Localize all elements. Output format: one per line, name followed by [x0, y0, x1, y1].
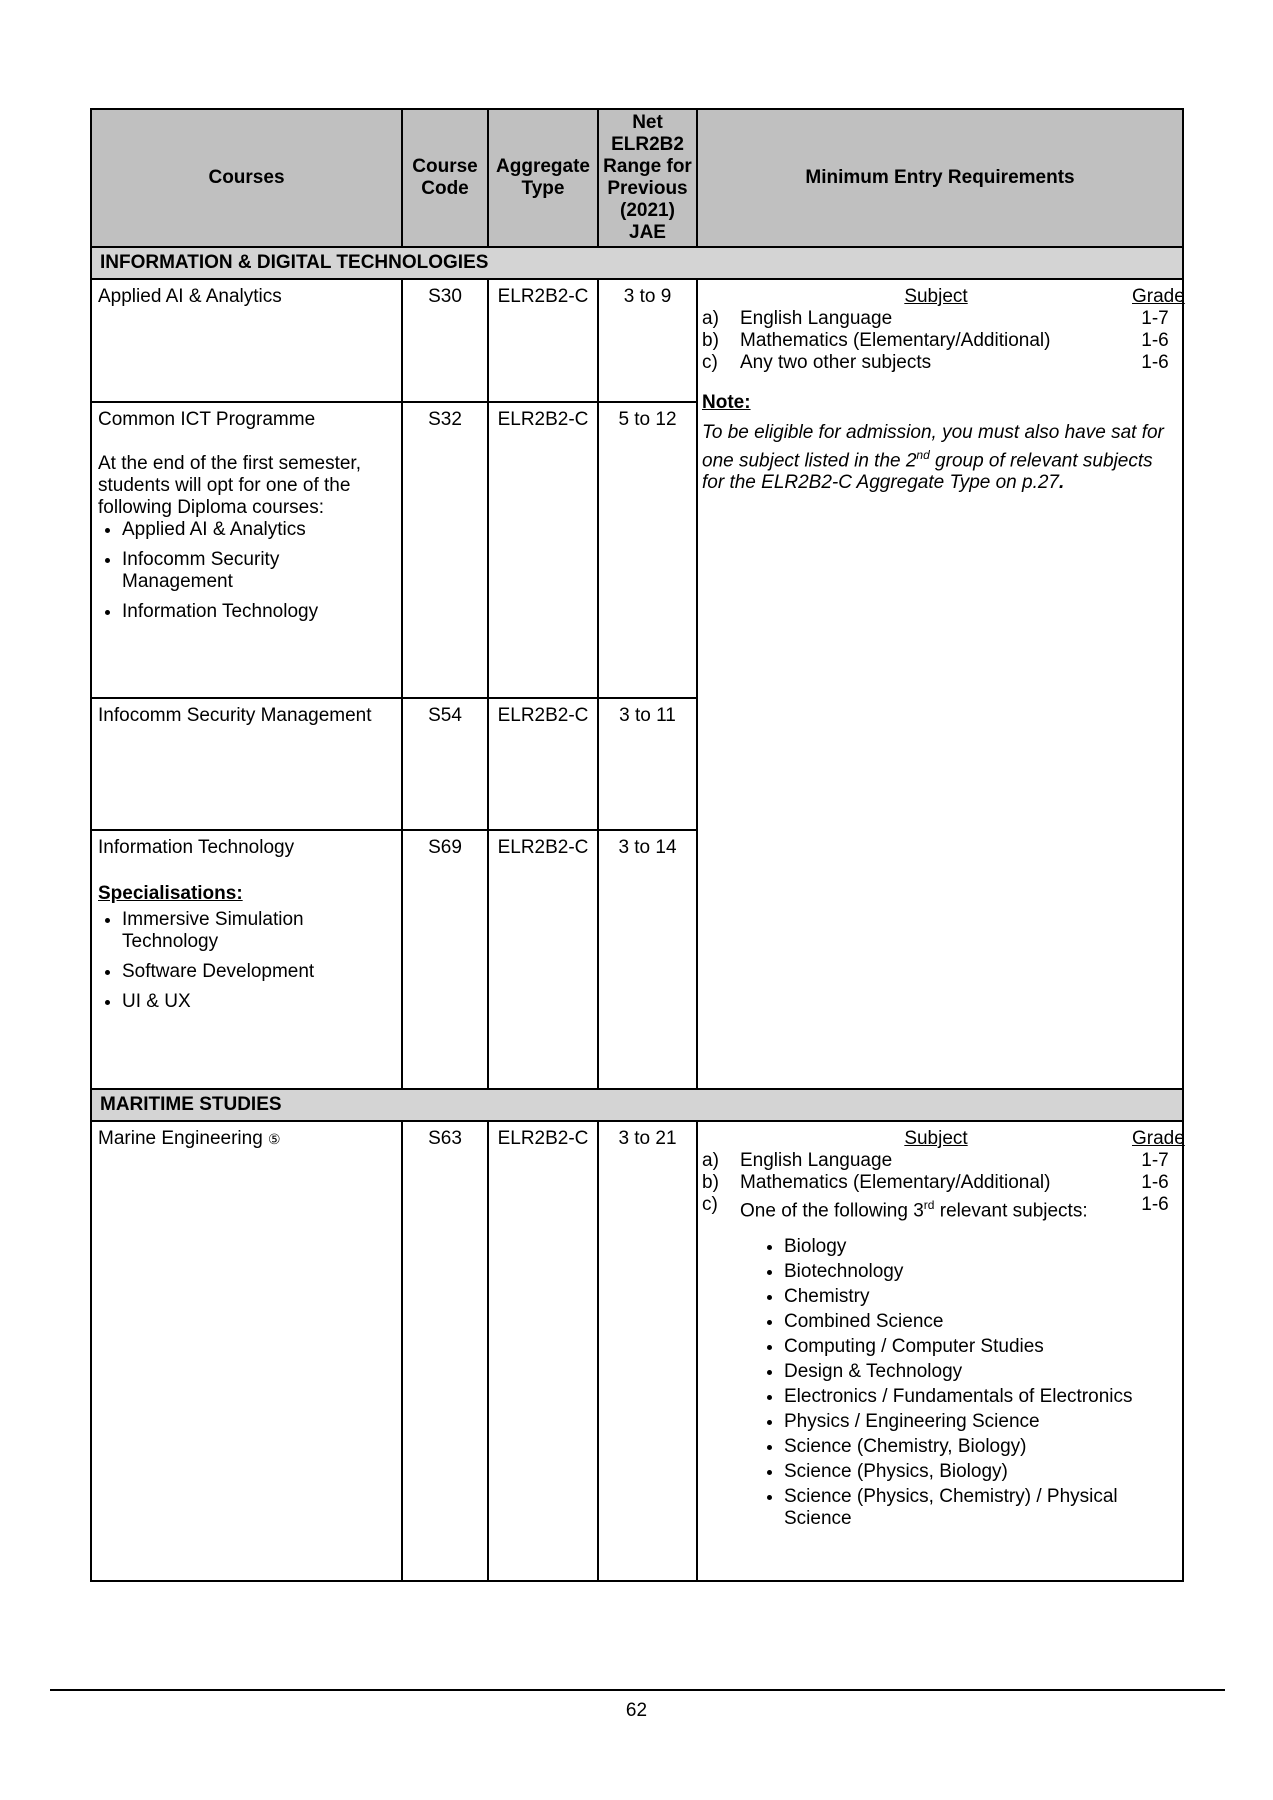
aggregate-type: ELR2B2-C [488, 402, 598, 698]
header-courses: Courses [91, 109, 402, 247]
list-item: • Electronics / Fundamentals of Electronics [784, 1386, 1178, 1408]
req-header [702, 286, 1185, 308]
course-cell [91, 830, 402, 1089]
list-item: • Science (Chemistry, Biology) [784, 1436, 1178, 1458]
list-item: • Biology [784, 1236, 1178, 1258]
header-net-range: Net ELR2B2 Range for Previous (2021) JAE [598, 109, 697, 247]
net-range: 3 to 9 [598, 279, 697, 402]
requirements-cell [697, 279, 1183, 1089]
req-row: b) Mathematics (Elementary/Additional) 1-6 [702, 330, 1169, 351]
list-item: • Computing / Computer Studies [784, 1336, 1178, 1358]
course-name: Infocomm Security Management [91, 698, 402, 830]
req-row: c) One of the following 3rd relevant subjects: 1-6 [702, 1194, 1169, 1222]
section-title: MARITIME STUDIES [91, 1089, 1183, 1121]
subject-heading: Subject [904, 286, 968, 307]
list-item: • Physics / Engineering Science [784, 1411, 1178, 1433]
table-row [91, 1121, 1183, 1581]
course-code: S54 [402, 698, 488, 830]
header-aggregate-type: Aggregate Type [488, 109, 598, 247]
list-item: • Chemistry [784, 1286, 1178, 1308]
list-item: • Information Technology [122, 601, 395, 623]
header-row [91, 109, 1183, 247]
course-code: S63 [402, 1121, 488, 1581]
grade-heading: Grade [1132, 1128, 1185, 1149]
net-range: 3 to 14 [598, 830, 697, 1089]
list-item: • UI & UX [122, 991, 395, 1013]
aggregate-type: ELR2B2-C [488, 830, 598, 1089]
aggregate-type: ELR2B2-C [488, 279, 598, 402]
note-text: To be eligible for admission, you must also have sat for one subject listed in the 2nd group of relevant subjects for the ELR2B2-C Aggregate Type on p.27. [702, 422, 1164, 494]
list-item: • Design & Technology [784, 1361, 1178, 1383]
specialisations-title: Specialisations: [98, 883, 243, 904]
list-item: • Science (Physics, Biology) [784, 1461, 1178, 1483]
course-options [98, 519, 395, 623]
course-code: S30 [402, 279, 488, 402]
grade-heading: Grade [1132, 286, 1185, 307]
course-cell [91, 1121, 402, 1581]
section-header [91, 1089, 1183, 1121]
header-course-code: Course Code [402, 109, 488, 247]
net-range: 3 to 11 [598, 698, 697, 830]
section-header [91, 247, 1183, 279]
circled-five-symbol: ⑤ [268, 1132, 281, 1148]
net-range: 3 to 21 [598, 1121, 697, 1581]
course-name: Applied AI & Analytics [91, 279, 402, 402]
specialisations-list [98, 909, 395, 1013]
header-min-entry: Minimum Entry Requirements [697, 109, 1183, 247]
list-item: • Biotechnology [784, 1261, 1178, 1283]
aggregate-type: ELR2B2-C [488, 698, 598, 830]
course-code: S32 [402, 402, 488, 698]
req-row: b) Mathematics (Elementary/Additional) 1-6 [702, 1172, 1169, 1193]
section-title: INFORMATION & DIGITAL TECHNOLOGIES [91, 247, 1183, 279]
net-range: 5 to 12 [598, 402, 697, 698]
entry-requirements-table [90, 108, 1184, 1582]
subject-heading: Subject [904, 1128, 968, 1149]
list-item: • Infocomm Security Management [122, 549, 395, 593]
course-name: Common ICT Programme [98, 409, 316, 430]
list-item: • Software Development [122, 961, 395, 983]
aggregate-type: ELR2B2-C [488, 1121, 598, 1581]
course-name: Information Technology [98, 837, 295, 858]
page-number: 62 [625, 1700, 648, 1721]
requirements-cell [697, 1121, 1183, 1581]
req-row: a) English Language 1-7 [702, 1150, 1169, 1171]
course-cell [91, 402, 402, 698]
list-item: • Applied AI & Analytics [122, 519, 395, 541]
req-row: c) Any two other subjects 1-6 [702, 352, 1169, 373]
course-name: Marine Engineering [98, 1128, 263, 1149]
note-title: Note: [702, 392, 751, 413]
footer-divider [50, 1689, 1225, 1691]
table-row [91, 279, 1183, 402]
relevant-subjects-list [702, 1236, 1178, 1530]
list-item: • Science (Physics, Chemistry) / Physical Science [784, 1486, 1178, 1530]
req-row: a) English Language 1-7 [702, 308, 1169, 329]
list-item: • Immersive Simulation Technology [122, 909, 395, 953]
course-description: At the end of the first semester, students will opt for one of the following Diploma courses: [98, 453, 361, 518]
course-code: S69 [402, 830, 488, 1089]
list-item: • Combined Science [784, 1311, 1178, 1333]
req-header [702, 1128, 1185, 1150]
